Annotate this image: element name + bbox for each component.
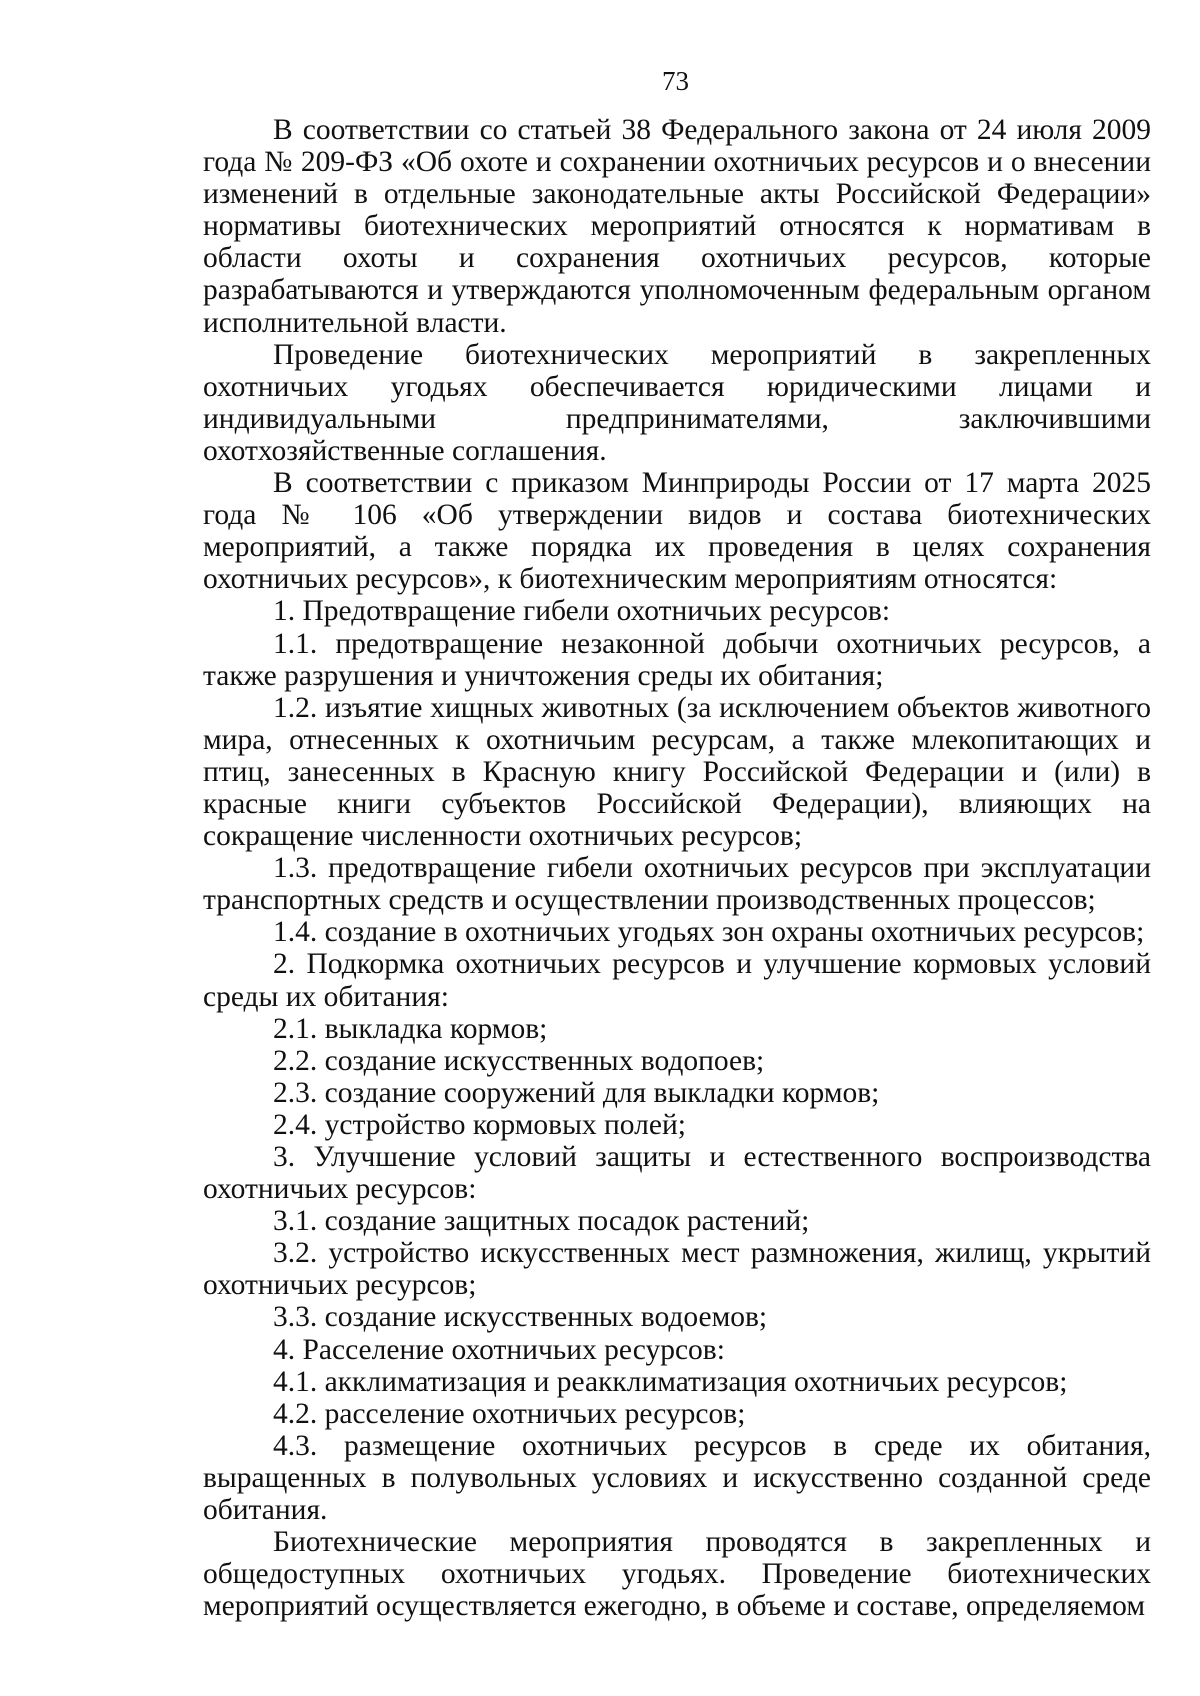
list-item: 3. Улучшение условий защиты и естественного воспроизводства охотничьих ресурсов: xyxy=(203,1141,1151,1206)
list-item: 2.3. создание сооружений для выкладки кормов; xyxy=(273,1076,880,1109)
paragraph: Биотехнические мероприятия проводятся в закрепленных и общедоступных охотничьих угодьях. Проведение биотехнических мероприятий осуществляется ежегодно, в объеме и составе, определяемом xyxy=(203,1526,1151,1623)
list-item: 2. Подкормка охотничьих ресурсов и улучшение кормовых условий среды их обитания: xyxy=(203,948,1151,1013)
document-body xyxy=(203,114,1151,1622)
list-item: 1. Предотвращение гибели охотничьих ресурсов: xyxy=(273,595,891,628)
paragraph: Проведение биотехнических мероприятий в закрепленных охотничьих угодьях обеспечивается юридическими лицами и индивидуальными предпринимателями, заключившими охотхозяйственные соглашения. xyxy=(203,338,1151,467)
list-item: 4. Расселение охотничьих ресурсов: xyxy=(273,1333,725,1366)
list-item: 1.3. предотвращение гибели охотничьих ресурсов при эксплуатации транспортных средств и осуществлении производственных процессов; xyxy=(203,852,1151,917)
paragraph: В соответствии со статьей 38 Федерального закона от 24 июля 2009 года № 209-ФЗ «Об охоте и сохранении охотничьих ресурсов и о внесении изменений в отдельные законодательные акты Российской Федерации» нормативы биотехнических мероприятий относятся к нормативам в области охоты и сохранения охотничьих ресурсов, которые разрабатываются и утверждаются уполномоченным федеральным органом исполнительной власти. xyxy=(203,114,1151,339)
list-item: 1.4. создание в охотничьих угодьях зон охраны охотничьих ресурсов; xyxy=(273,916,1145,949)
list-item: 3.1. создание защитных посадок растений; xyxy=(273,1205,810,1238)
paragraph: В соответствии с приказом Минприроды России от 17 марта 2025 года № 106 «Об утверждении видов и состава биотехнических мероприятий, а также порядка их проведения в целях сохранения охотничьих ресурсов», к биотехническим мероприятиям относятся: xyxy=(203,467,1151,596)
list-item: 4.1. акклиматизация и реакклиматизация охотничьих ресурсов; xyxy=(273,1365,1068,1398)
list-item: 4.2. расселение охотничьих ресурсов; xyxy=(273,1397,746,1430)
page-number: 73 xyxy=(662,66,689,96)
list-item: 1.2. изъятие хищных животных (за исключением объектов животного мира, отнесенных к охотничьим ресурсам, а также млекопитающих и птиц, занесенных в Красную книгу Российской Федерации и (или) в красные книги субъектов Российской Федерации), влияющих на сокращение численности охотничьих ресурсов; xyxy=(203,691,1151,853)
list-item: 3.3. создание искусственных водоемов; xyxy=(273,1301,768,1334)
list-item: 2.1. выкладка кормов; xyxy=(273,1012,548,1045)
list-item: 2.4. устройство кормовых полей; xyxy=(273,1108,686,1141)
list-item: 2.2. создание искусственных водопоев; xyxy=(273,1044,765,1077)
list-item: 4.3. размещение охотничьих ресурсов в среде их обитания, выращенных в полувольных условиях и искусственно созданной среде обитания. xyxy=(203,1429,1151,1527)
list-item: 1.1. предотвращение незаконной добычи охотничьих ресурсов, а также разрушения и уничтожения среды их обитания; xyxy=(203,627,1151,692)
list-item: 3.2. устройство искусственных мест размножения, жилищ, укрытий охотничьих ресурсов; xyxy=(203,1237,1151,1302)
